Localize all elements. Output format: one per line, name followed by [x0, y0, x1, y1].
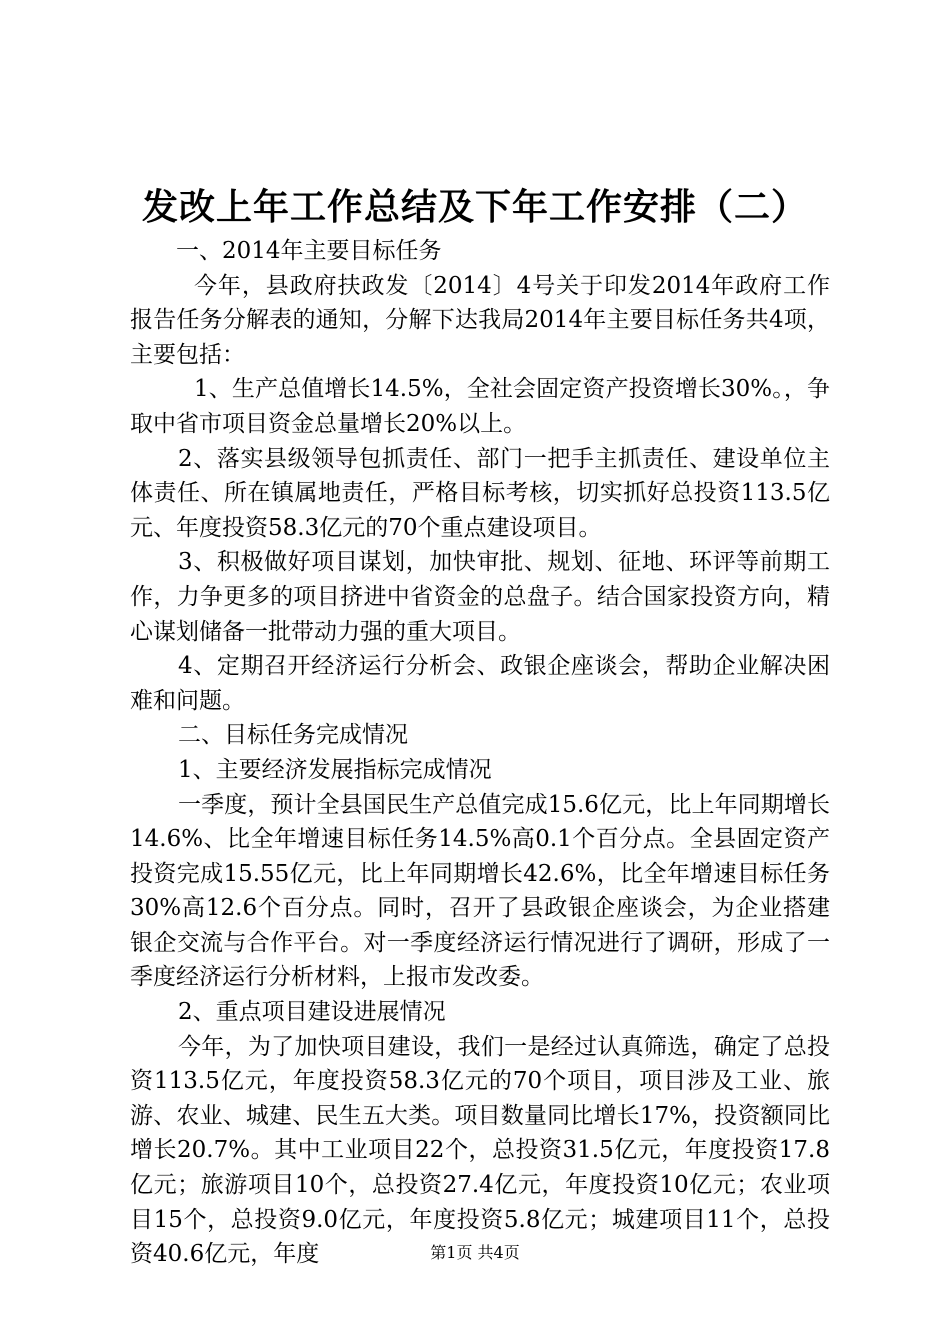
list-item-1: 1、生产总值增长14.5%，全社会固定资产投资增长30%。，争取中省市项目资金总量增长20%以上。 [130, 376, 830, 437]
paragraph-intro: 今年，县政府扶政发〔2014〕4号关于印发2014年政府工作报告任务分解表的通知，分解下达我局2014年主要目标任务共4项，主要包括： [130, 272, 830, 368]
list-item-4: 4、定期召开经济运行分析会、政银企座谈会，帮助企业解决困难和问题。 [130, 653, 830, 714]
document-title: 发改上年工作总结及下年工作安排（二） [141, 187, 808, 228]
list-item-3: 3、积极做好项目谋划，加快审批、规划、征地、环评等前期工作，力争更多的项目挤进中省资金的总盘子。结合国家投资方向，精心谋划储备一批带动力强的重大项目。 [130, 549, 830, 645]
subsection-heading-2: 2、重点项目建设进展情况 [178, 999, 446, 1026]
subsection-heading-1: 1、主要经济发展指标完成情况 [178, 756, 492, 783]
document-body [130, 234, 830, 1272]
list-item-2: 2、落实县级领导包抓责任、部门一把手主抓责任、建设单位主体责任、所在镇属地责任，严格目标考核，切实抓好总投资113.5亿元、年度投资58.3亿元的70个重点建设项目。 [130, 445, 830, 541]
page-footer: 第1页 共4页 [430, 1243, 520, 1262]
paragraph-economy: 一季度，预计全县国民生产总值完成15.6亿元，比上年同期增长14.6%、比全年增速目标任务14.5%高0.1个百分点。全县固定资产投资完成15.55亿元，比上年同期增长42.6%，比全年增速目标任务30%高12.6个百分点。同时，召开了县政银企座谈会，为企业搭建银企交流与合作平台。对一季度经济运行情况进行了调研，形成了一季度经济运行分析材料，上报市发改委。 [130, 791, 830, 991]
section-heading-1: 一、2014年主要目标任务 [176, 238, 442, 264]
paragraph-projects: 今年，为了加快项目建设，我们一是经过认真筛选，确定了总投资113.5亿元，年度投资58.3亿元的70个项目，项目涉及工业、旅游、农业、城建、民生五大类。项目数量同比增长17%，投资额同比增长20.7%。其中工业项目22个，总投资31.5亿元，年度投资17.8亿元；旅游项目10个，总投资27.4亿元，年度投资10亿元；农业项目15个，总投资9.0亿元，年度投资5.8亿元；城建项目11个，总投资40.6亿元，年度 [130, 1033, 830, 1268]
section-heading-2: 二、目标任务完成情况 [178, 722, 408, 749]
